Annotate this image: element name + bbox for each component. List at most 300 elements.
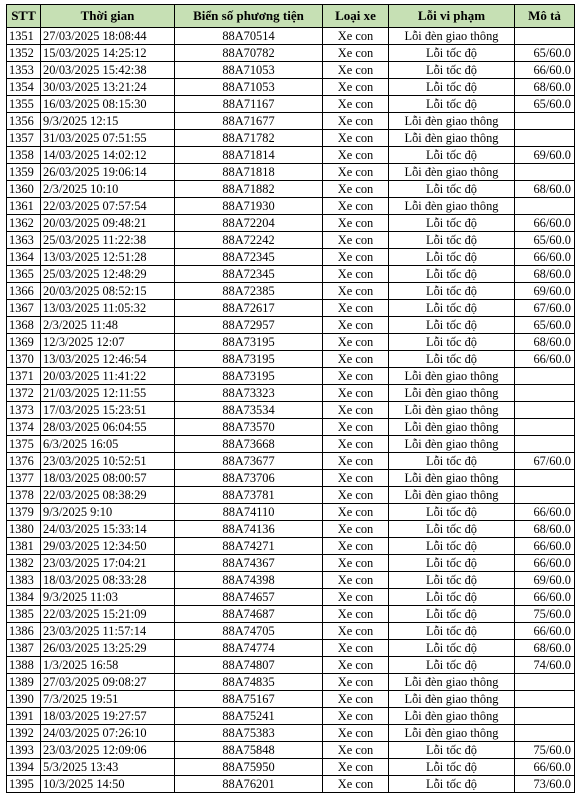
cell-vehicle-type: Xe con	[323, 79, 389, 96]
table-row	[7, 368, 575, 385]
cell-stt: 1360	[7, 181, 41, 198]
header-vehicle-type: Loại xe	[323, 5, 389, 28]
cell-vehicle-type: Xe con	[323, 691, 389, 708]
table-row	[7, 606, 575, 623]
cell-vehicle-type: Xe con	[323, 623, 389, 640]
cell-description: 74/60.0	[515, 657, 575, 674]
table-row	[7, 181, 575, 198]
cell-plate: 88A75950	[175, 759, 323, 776]
cell-description	[515, 368, 575, 385]
cell-description: 65/60.0	[515, 232, 575, 249]
cell-violation: Lỗi tốc độ	[389, 759, 515, 776]
table-row	[7, 45, 575, 62]
cell-stt: 1364	[7, 249, 41, 266]
table-row	[7, 742, 575, 759]
cell-description	[515, 130, 575, 147]
cell-description: 66/60.0	[515, 504, 575, 521]
cell-time: 12/3/2025 12:07	[41, 334, 175, 351]
cell-description: 75/60.0	[515, 606, 575, 623]
cell-violation: Lỗi tốc độ	[389, 640, 515, 657]
header-row	[7, 5, 575, 28]
cell-stt: 1380	[7, 521, 41, 538]
cell-violation: Lỗi tốc độ	[389, 572, 515, 589]
cell-description: 69/60.0	[515, 572, 575, 589]
cell-violation: Lỗi tốc độ	[389, 623, 515, 640]
cell-vehicle-type: Xe con	[323, 555, 389, 572]
cell-vehicle-type: Xe con	[323, 232, 389, 249]
cell-stt: 1369	[7, 334, 41, 351]
cell-description	[515, 674, 575, 691]
cell-violation: Lỗi tốc độ	[389, 266, 515, 283]
header-description: Mô tả	[515, 5, 575, 28]
cell-violation: Lỗi tốc độ	[389, 555, 515, 572]
cell-plate: 88A75848	[175, 742, 323, 759]
cell-description: 68/60.0	[515, 266, 575, 283]
cell-violation: Lỗi tốc độ	[389, 79, 515, 96]
table-body	[7, 28, 575, 793]
cell-violation: Lỗi tốc độ	[389, 317, 515, 334]
cell-violation: Lỗi đèn giao thông	[389, 470, 515, 487]
cell-stt: 1377	[7, 470, 41, 487]
cell-time: 9/3/2025 12:15	[41, 113, 175, 130]
cell-stt: 1363	[7, 232, 41, 249]
table-row	[7, 538, 575, 555]
cell-stt: 1389	[7, 674, 41, 691]
cell-plate: 88A73534	[175, 402, 323, 419]
cell-plate: 88A73668	[175, 436, 323, 453]
cell-time: 22/03/2025 15:21:09	[41, 606, 175, 623]
cell-plate: 88A76201	[175, 776, 323, 793]
cell-violation: Lỗi tốc độ	[389, 334, 515, 351]
cell-vehicle-type: Xe con	[323, 317, 389, 334]
cell-stt: 1356	[7, 113, 41, 130]
cell-plate: 88A73677	[175, 453, 323, 470]
cell-vehicle-type: Xe con	[323, 589, 389, 606]
cell-vehicle-type: Xe con	[323, 28, 389, 45]
cell-time: 20/03/2025 15:42:38	[41, 62, 175, 79]
cell-plate: 88A71677	[175, 113, 323, 130]
table-row	[7, 283, 575, 300]
table-row	[7, 334, 575, 351]
cell-stt: 1373	[7, 402, 41, 419]
cell-vehicle-type: Xe con	[323, 419, 389, 436]
cell-vehicle-type: Xe con	[323, 368, 389, 385]
cell-description: 68/60.0	[515, 181, 575, 198]
cell-vehicle-type: Xe con	[323, 436, 389, 453]
table-row	[7, 147, 575, 164]
cell-description: 66/60.0	[515, 623, 575, 640]
cell-time: 9/3/2025 9:10	[41, 504, 175, 521]
cell-violation: Lỗi đèn giao thông	[389, 164, 515, 181]
cell-plate: 88A74367	[175, 555, 323, 572]
cell-description: 66/60.0	[515, 249, 575, 266]
cell-description	[515, 198, 575, 215]
cell-stt: 1371	[7, 368, 41, 385]
table-row	[7, 232, 575, 249]
cell-stt: 1374	[7, 419, 41, 436]
cell-time: 18/03/2025 19:27:57	[41, 708, 175, 725]
cell-plate: 88A73781	[175, 487, 323, 504]
table-row	[7, 79, 575, 96]
cell-plate: 88A72617	[175, 300, 323, 317]
cell-time: 17/03/2025 15:23:51	[41, 402, 175, 419]
cell-plate: 88A72385	[175, 283, 323, 300]
cell-violation: Lỗi đèn giao thông	[389, 674, 515, 691]
cell-vehicle-type: Xe con	[323, 640, 389, 657]
cell-time: 27/03/2025 09:08:27	[41, 674, 175, 691]
cell-stt: 1354	[7, 79, 41, 96]
cell-stt: 1383	[7, 572, 41, 589]
cell-violation: Lỗi tốc độ	[389, 606, 515, 623]
cell-plate: 88A74136	[175, 521, 323, 538]
cell-plate: 88A72204	[175, 215, 323, 232]
cell-description: 66/60.0	[515, 351, 575, 368]
table-row	[7, 504, 575, 521]
table-row	[7, 317, 575, 334]
cell-plate: 88A73323	[175, 385, 323, 402]
table-row	[7, 640, 575, 657]
header-violation: Lỗi vi phạm	[389, 5, 515, 28]
cell-vehicle-type: Xe con	[323, 470, 389, 487]
cell-plate: 88A74705	[175, 623, 323, 640]
table-row	[7, 266, 575, 283]
cell-description: 68/60.0	[515, 334, 575, 351]
cell-time: 2/3/2025 10:10	[41, 181, 175, 198]
table-row	[7, 776, 575, 793]
cell-plate: 88A71782	[175, 130, 323, 147]
cell-stt: 1387	[7, 640, 41, 657]
cell-stt: 1365	[7, 266, 41, 283]
cell-violation: Lỗi đèn giao thông	[389, 198, 515, 215]
cell-plate: 88A74807	[175, 657, 323, 674]
cell-stt: 1390	[7, 691, 41, 708]
table-row	[7, 249, 575, 266]
cell-plate: 88A71053	[175, 62, 323, 79]
cell-vehicle-type: Xe con	[323, 521, 389, 538]
cell-time: 1/3/2025 16:58	[41, 657, 175, 674]
cell-time: 22/03/2025 07:57:54	[41, 198, 175, 215]
cell-vehicle-type: Xe con	[323, 351, 389, 368]
cell-plate: 88A74835	[175, 674, 323, 691]
cell-vehicle-type: Xe con	[323, 759, 389, 776]
cell-vehicle-type: Xe con	[323, 334, 389, 351]
cell-stt: 1358	[7, 147, 41, 164]
cell-stt: 1359	[7, 164, 41, 181]
cell-time: 25/03/2025 11:22:38	[41, 232, 175, 249]
cell-time: 15/03/2025 14:25:12	[41, 45, 175, 62]
cell-plate: 88A72345	[175, 266, 323, 283]
cell-violation: Lỗi đèn giao thông	[389, 708, 515, 725]
cell-vehicle-type: Xe con	[323, 402, 389, 419]
cell-violation: Lỗi tốc độ	[389, 657, 515, 674]
cell-time: 5/3/2025 13:43	[41, 759, 175, 776]
cell-time: 23/03/2025 12:09:06	[41, 742, 175, 759]
cell-plate: 88A74271	[175, 538, 323, 555]
cell-description	[515, 487, 575, 504]
cell-vehicle-type: Xe con	[323, 487, 389, 504]
cell-vehicle-type: Xe con	[323, 708, 389, 725]
cell-description	[515, 385, 575, 402]
cell-time: 13/03/2025 12:46:54	[41, 351, 175, 368]
table-row	[7, 453, 575, 470]
cell-description: 66/60.0	[515, 589, 575, 606]
table-row	[7, 657, 575, 674]
table-row	[7, 555, 575, 572]
cell-time: 29/03/2025 12:34:50	[41, 538, 175, 555]
cell-violation: Lỗi tốc độ	[389, 589, 515, 606]
cell-time: 20/03/2025 11:41:22	[41, 368, 175, 385]
cell-plate: 88A75383	[175, 725, 323, 742]
cell-violation: Lỗi đèn giao thông	[389, 487, 515, 504]
cell-stt: 1375	[7, 436, 41, 453]
cell-time: 9/3/2025 11:03	[41, 589, 175, 606]
cell-plate: 88A70514	[175, 28, 323, 45]
table-row	[7, 351, 575, 368]
cell-vehicle-type: Xe con	[323, 657, 389, 674]
cell-description	[515, 708, 575, 725]
cell-vehicle-type: Xe con	[323, 113, 389, 130]
cell-violation: Lỗi tốc độ	[389, 538, 515, 555]
cell-time: 13/03/2025 11:05:32	[41, 300, 175, 317]
cell-plate: 88A71053	[175, 79, 323, 96]
table-row	[7, 487, 575, 504]
cell-violation: Lỗi đèn giao thông	[389, 368, 515, 385]
cell-plate: 88A75167	[175, 691, 323, 708]
cell-stt: 1384	[7, 589, 41, 606]
cell-stt: 1382	[7, 555, 41, 572]
cell-plate: 88A73570	[175, 419, 323, 436]
cell-description: 73/60.0	[515, 776, 575, 793]
cell-stt: 1362	[7, 215, 41, 232]
cell-description: 66/60.0	[515, 62, 575, 79]
cell-violation: Lỗi đèn giao thông	[389, 436, 515, 453]
cell-description: 67/60.0	[515, 300, 575, 317]
cell-time: 22/03/2025 08:38:29	[41, 487, 175, 504]
table-row	[7, 113, 575, 130]
cell-time: 25/03/2025 12:48:29	[41, 266, 175, 283]
cell-vehicle-type: Xe con	[323, 606, 389, 623]
cell-violation: Lỗi tốc độ	[389, 283, 515, 300]
cell-time: 26/03/2025 13:25:29	[41, 640, 175, 657]
cell-time: 18/03/2025 08:00:57	[41, 470, 175, 487]
cell-stt: 1361	[7, 198, 41, 215]
cell-vehicle-type: Xe con	[323, 725, 389, 742]
header-plate: Biển số phương tiện	[175, 5, 323, 28]
cell-violation: Lỗi tốc độ	[389, 742, 515, 759]
cell-stt: 1351	[7, 28, 41, 45]
cell-violation: Lỗi đèn giao thông	[389, 691, 515, 708]
cell-description	[515, 28, 575, 45]
cell-plate: 88A72242	[175, 232, 323, 249]
cell-time: 14/03/2025 14:02:12	[41, 147, 175, 164]
table-row	[7, 674, 575, 691]
cell-violation: Lỗi tốc độ	[389, 215, 515, 232]
table-row	[7, 589, 575, 606]
table-row	[7, 385, 575, 402]
cell-violation: Lỗi tốc độ	[389, 147, 515, 164]
cell-vehicle-type: Xe con	[323, 572, 389, 589]
cell-vehicle-type: Xe con	[323, 538, 389, 555]
cell-violation: Lỗi đèn giao thông	[389, 402, 515, 419]
table-row	[7, 691, 575, 708]
table-row	[7, 28, 575, 45]
cell-vehicle-type: Xe con	[323, 45, 389, 62]
cell-description	[515, 436, 575, 453]
cell-time: 16/03/2025 08:15:30	[41, 96, 175, 113]
table-row	[7, 300, 575, 317]
table-row	[7, 470, 575, 487]
cell-description: 68/60.0	[515, 640, 575, 657]
cell-vehicle-type: Xe con	[323, 742, 389, 759]
cell-vehicle-type: Xe con	[323, 147, 389, 164]
cell-description	[515, 470, 575, 487]
cell-plate: 88A72957	[175, 317, 323, 334]
cell-description	[515, 164, 575, 181]
cell-violation: Lỗi đèn giao thông	[389, 130, 515, 147]
header-stt: STT	[7, 5, 41, 28]
cell-description: 68/60.0	[515, 79, 575, 96]
cell-description: 66/60.0	[515, 215, 575, 232]
cell-vehicle-type: Xe con	[323, 266, 389, 283]
cell-time: 30/03/2025 13:21:24	[41, 79, 175, 96]
cell-violation: Lỗi tốc độ	[389, 181, 515, 198]
cell-description	[515, 113, 575, 130]
cell-vehicle-type: Xe con	[323, 181, 389, 198]
table-row	[7, 96, 575, 113]
cell-stt: 1355	[7, 96, 41, 113]
cell-stt: 1370	[7, 351, 41, 368]
cell-vehicle-type: Xe con	[323, 504, 389, 521]
cell-time: 24/03/2025 07:26:10	[41, 725, 175, 742]
cell-vehicle-type: Xe con	[323, 130, 389, 147]
cell-plate: 88A71814	[175, 147, 323, 164]
cell-violation: Lỗi đèn giao thông	[389, 113, 515, 130]
cell-vehicle-type: Xe con	[323, 62, 389, 79]
cell-stt: 1352	[7, 45, 41, 62]
table-row	[7, 572, 575, 589]
cell-description: 66/60.0	[515, 538, 575, 555]
cell-violation: Lỗi đèn giao thông	[389, 419, 515, 436]
header-time: Thời gian	[41, 5, 175, 28]
cell-plate: 88A70782	[175, 45, 323, 62]
cell-time: 18/03/2025 08:33:28	[41, 572, 175, 589]
cell-plate: 88A71167	[175, 96, 323, 113]
cell-time: 23/03/2025 10:52:51	[41, 453, 175, 470]
cell-description: 68/60.0	[515, 521, 575, 538]
cell-vehicle-type: Xe con	[323, 164, 389, 181]
cell-time: 7/3/2025 19:51	[41, 691, 175, 708]
cell-plate: 88A74657	[175, 589, 323, 606]
cell-description: 65/60.0	[515, 317, 575, 334]
cell-vehicle-type: Xe con	[323, 776, 389, 793]
cell-plate: 88A73195	[175, 334, 323, 351]
cell-vehicle-type: Xe con	[323, 674, 389, 691]
cell-time: 24/03/2025 15:33:14	[41, 521, 175, 538]
cell-description: 66/60.0	[515, 759, 575, 776]
cell-plate: 88A75241	[175, 708, 323, 725]
table-row	[7, 164, 575, 181]
cell-plate: 88A74774	[175, 640, 323, 657]
table-row	[7, 198, 575, 215]
cell-time: 20/03/2025 09:48:21	[41, 215, 175, 232]
cell-time: 31/03/2025 07:51:55	[41, 130, 175, 147]
cell-time: 13/03/2025 12:51:28	[41, 249, 175, 266]
cell-description: 67/60.0	[515, 453, 575, 470]
cell-violation: Lỗi tốc độ	[389, 249, 515, 266]
table-row	[7, 521, 575, 538]
cell-stt: 1368	[7, 317, 41, 334]
cell-violation: Lỗi đèn giao thông	[389, 28, 515, 45]
cell-violation: Lỗi tốc độ	[389, 232, 515, 249]
cell-violation: Lỗi tốc độ	[389, 62, 515, 79]
cell-violation: Lỗi tốc độ	[389, 96, 515, 113]
cell-time: 2/3/2025 11:48	[41, 317, 175, 334]
cell-stt: 1392	[7, 725, 41, 742]
cell-stt: 1353	[7, 62, 41, 79]
cell-plate: 88A74110	[175, 504, 323, 521]
cell-vehicle-type: Xe con	[323, 198, 389, 215]
cell-vehicle-type: Xe con	[323, 385, 389, 402]
cell-vehicle-type: Xe con	[323, 249, 389, 266]
cell-violation: Lỗi tốc độ	[389, 776, 515, 793]
cell-stt: 1385	[7, 606, 41, 623]
cell-stt: 1395	[7, 776, 41, 793]
cell-stt: 1379	[7, 504, 41, 521]
cell-violation: Lỗi tốc độ	[389, 521, 515, 538]
cell-time: 26/03/2025 19:06:14	[41, 164, 175, 181]
cell-stt: 1394	[7, 759, 41, 776]
cell-violation: Lỗi tốc độ	[389, 45, 515, 62]
cell-stt: 1367	[7, 300, 41, 317]
cell-violation: Lỗi đèn giao thông	[389, 725, 515, 742]
cell-violation: Lỗi tốc độ	[389, 300, 515, 317]
cell-plate: 88A74398	[175, 572, 323, 589]
cell-plate: 88A72345	[175, 249, 323, 266]
cell-plate: 88A71882	[175, 181, 323, 198]
cell-description	[515, 725, 575, 742]
cell-description	[515, 691, 575, 708]
cell-stt: 1388	[7, 657, 41, 674]
table-row	[7, 436, 575, 453]
cell-plate: 88A73195	[175, 351, 323, 368]
cell-stt: 1386	[7, 623, 41, 640]
cell-plate: 88A71818	[175, 164, 323, 181]
table-row	[7, 62, 575, 79]
cell-violation: Lỗi tốc độ	[389, 453, 515, 470]
cell-violation: Lỗi đèn giao thông	[389, 385, 515, 402]
cell-description	[515, 419, 575, 436]
table-row	[7, 759, 575, 776]
cell-stt: 1393	[7, 742, 41, 759]
violations-sheet	[6, 4, 574, 793]
cell-vehicle-type: Xe con	[323, 96, 389, 113]
cell-description	[515, 402, 575, 419]
cell-stt: 1372	[7, 385, 41, 402]
cell-description: 65/60.0	[515, 96, 575, 113]
table-row	[7, 215, 575, 232]
table-row	[7, 725, 575, 742]
cell-stt: 1391	[7, 708, 41, 725]
cell-stt: 1378	[7, 487, 41, 504]
cell-description: 75/60.0	[515, 742, 575, 759]
cell-plate: 88A74687	[175, 606, 323, 623]
cell-violation: Lỗi tốc độ	[389, 504, 515, 521]
cell-violation: Lỗi tốc độ	[389, 351, 515, 368]
cell-stt: 1366	[7, 283, 41, 300]
table-row	[7, 708, 575, 725]
cell-vehicle-type: Xe con	[323, 300, 389, 317]
cell-description: 66/60.0	[515, 555, 575, 572]
